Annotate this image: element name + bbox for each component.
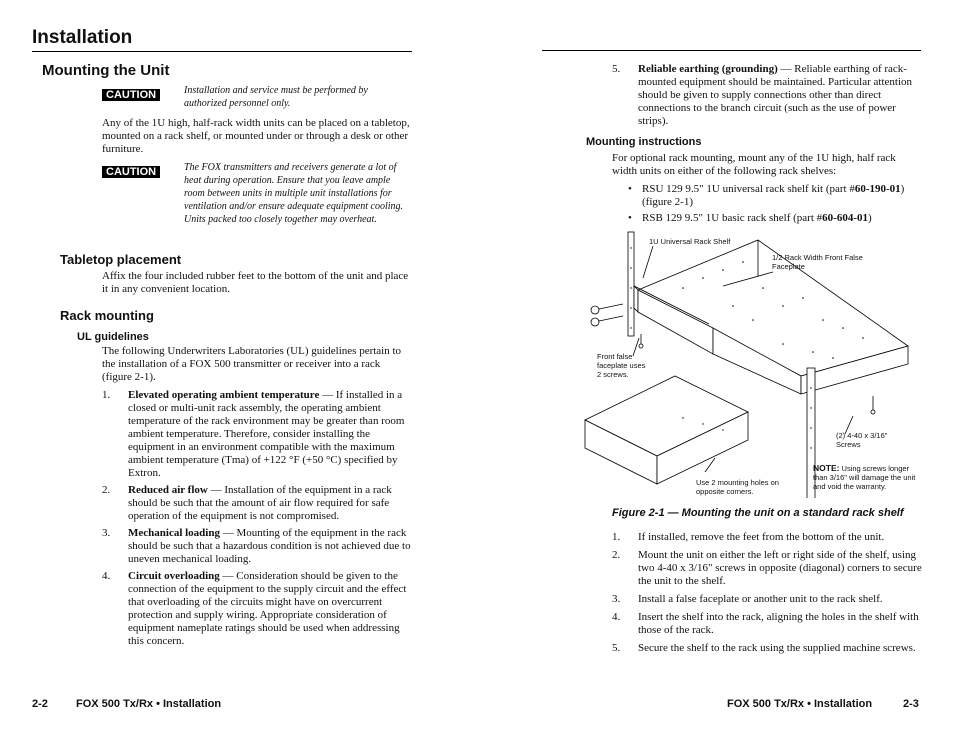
- right-page-number: 2-3: [903, 698, 919, 710]
- left-footer-text: FOX 500 Tx/Rx • Installation: [76, 698, 222, 710]
- caution-badge-2: CAUTION: [102, 162, 160, 180]
- mounting-steps: [612, 531, 922, 655]
- ul-heading: UL guidelines: [77, 331, 149, 343]
- step-2: 2. Mount the unit on either the left or right side of the shelf, using two 4-40 x 3/16" screws in opposite (diagonal) corners to secure the unit to the shelf.: [612, 549, 922, 587]
- ul-item-3: 3. Mechanical loading — Mounting of the equipment in the rack should be such that a hazardous condition is not achieved due to uneven mechanical loading.: [102, 527, 411, 565]
- ul-item-4: 4. Circuit overloading — Consideration should be given to the connection of the equipment to the supply circuit and the effect that overloading of the circuits might have on overcurrent protection and supply wiring. Appropriate consideration of equipment nameplate ratings should be used when addressing this concern.: [102, 570, 407, 647]
- caution-badge-1: CAUTION: [102, 85, 160, 103]
- ul-intro: The following Underwriters Laboratories (UL) guidelines pertain to the installation of a FOX 500 transmitter or receiver into a rack (figure 2-1).: [102, 345, 402, 383]
- title-rule: [32, 51, 412, 52]
- step-1: 1. If installed, remove the feet from the bottom of the unit.: [612, 531, 885, 543]
- step-4: 4. Insert the shelf into the rack, aligning the holes in the shelf with those of the rack.: [612, 611, 919, 636]
- right-top-rule: [542, 50, 921, 51]
- caution-text-2: The FOX transmitters and receivers generate a lot of heat during operation. Ensure that you leave ample room between units in multiple unit installations for ventilation and/or ensure adequate equipment cooling. Units packed too closely together may overheat.: [184, 162, 404, 225]
- section-title: Mounting the Unit: [42, 62, 170, 79]
- intro-paragraph: Any of the 1U high, half-rack width units can be placed on a tabletop, mounted on a rack shelf, or mounted under or through a desk or other furniture.: [102, 117, 410, 155]
- shelf-item-rsu: • RSU 129 9.5" 1U universal rack shelf kit (part #60-190-01) (figure 2-1): [628, 183, 905, 208]
- figure-note: NOTE: Using screws longer than 3/16" will damage the unit and void the warranty.: [813, 463, 916, 491]
- label-mounting-holes: Use 2 mounting holes on opposite corners.: [696, 478, 779, 496]
- ul-item-5: 5. Reliable earthing (grounding) — Reliable earthing of rack-mounted equipment should be maintained. Particular attention should be given to supply connections other than direct connections to the branch circuit (such as the use of power strips).: [612, 63, 913, 127]
- rack-heading: Rack mounting: [60, 308, 154, 323]
- shelf-list: [620, 183, 920, 225]
- ul-item-2: 2. Reduced air flow — Installation of the equipment in a rack should be such that the amount of air flow required for safe operation of the equipment is not compromised.: [102, 484, 392, 522]
- mounting-intro: For optional rack mounting, mount any of the 1U high, half rack width units on either of the following rack shelves:: [612, 152, 896, 177]
- screw-icon: [591, 304, 623, 326]
- left-page-number: 2-2: [32, 698, 48, 710]
- tabletop-heading: Tabletop placement: [60, 252, 182, 267]
- label-front-false-screws: Front false faceplate uses 2 screws.: [597, 352, 646, 379]
- mounting-instructions-heading: Mounting instructions: [586, 136, 702, 148]
- caution-text-1: Installation and service must be performed by authorized personnel only.: [184, 85, 368, 109]
- step-5: 5. Secure the shelf to the rack using the supplied machine screws.: [612, 642, 916, 654]
- page-title: Installation: [32, 27, 133, 48]
- shelf-item-rsb: • RSB 129 9.5" 1U basic rack shelf (part #60-604-01): [628, 212, 872, 224]
- right-footer-text: FOX 500 Tx/Rx • Installation: [727, 698, 873, 710]
- label-screws: (2) 4-40 x 3/16" Screws: [836, 431, 888, 449]
- label-front-false-faceplate: 1/2 Rack Width Front False Faceplate: [772, 253, 863, 271]
- ul-item-1: 1. Elevated operating ambient temperature — If installed in a closed or multi-unit rack assembly, the operating ambient temperature of the rack environment may be greater than room ambient temperature. Therefore, consider installing the equipment in an environment compatible with the maximum ambient temperature (Tma) of +122 °F (+50 °C) specified by Extron.: [102, 389, 405, 479]
- tabletop-text: Affix the four included rubber feet to the bottom of the unit and place it in any convenient location.: [102, 270, 409, 295]
- ul-list: [102, 389, 414, 648]
- step-3: 3. Install a false faceplate or another unit to the rack shelf.: [612, 593, 883, 605]
- rack-shelf-figure: [583, 228, 923, 498]
- figure-caption: Figure 2-1 — Mounting the unit on a standard rack shelf: [612, 507, 904, 519]
- label-universal-rack-shelf: 1U Universal Rack Shelf: [649, 237, 731, 246]
